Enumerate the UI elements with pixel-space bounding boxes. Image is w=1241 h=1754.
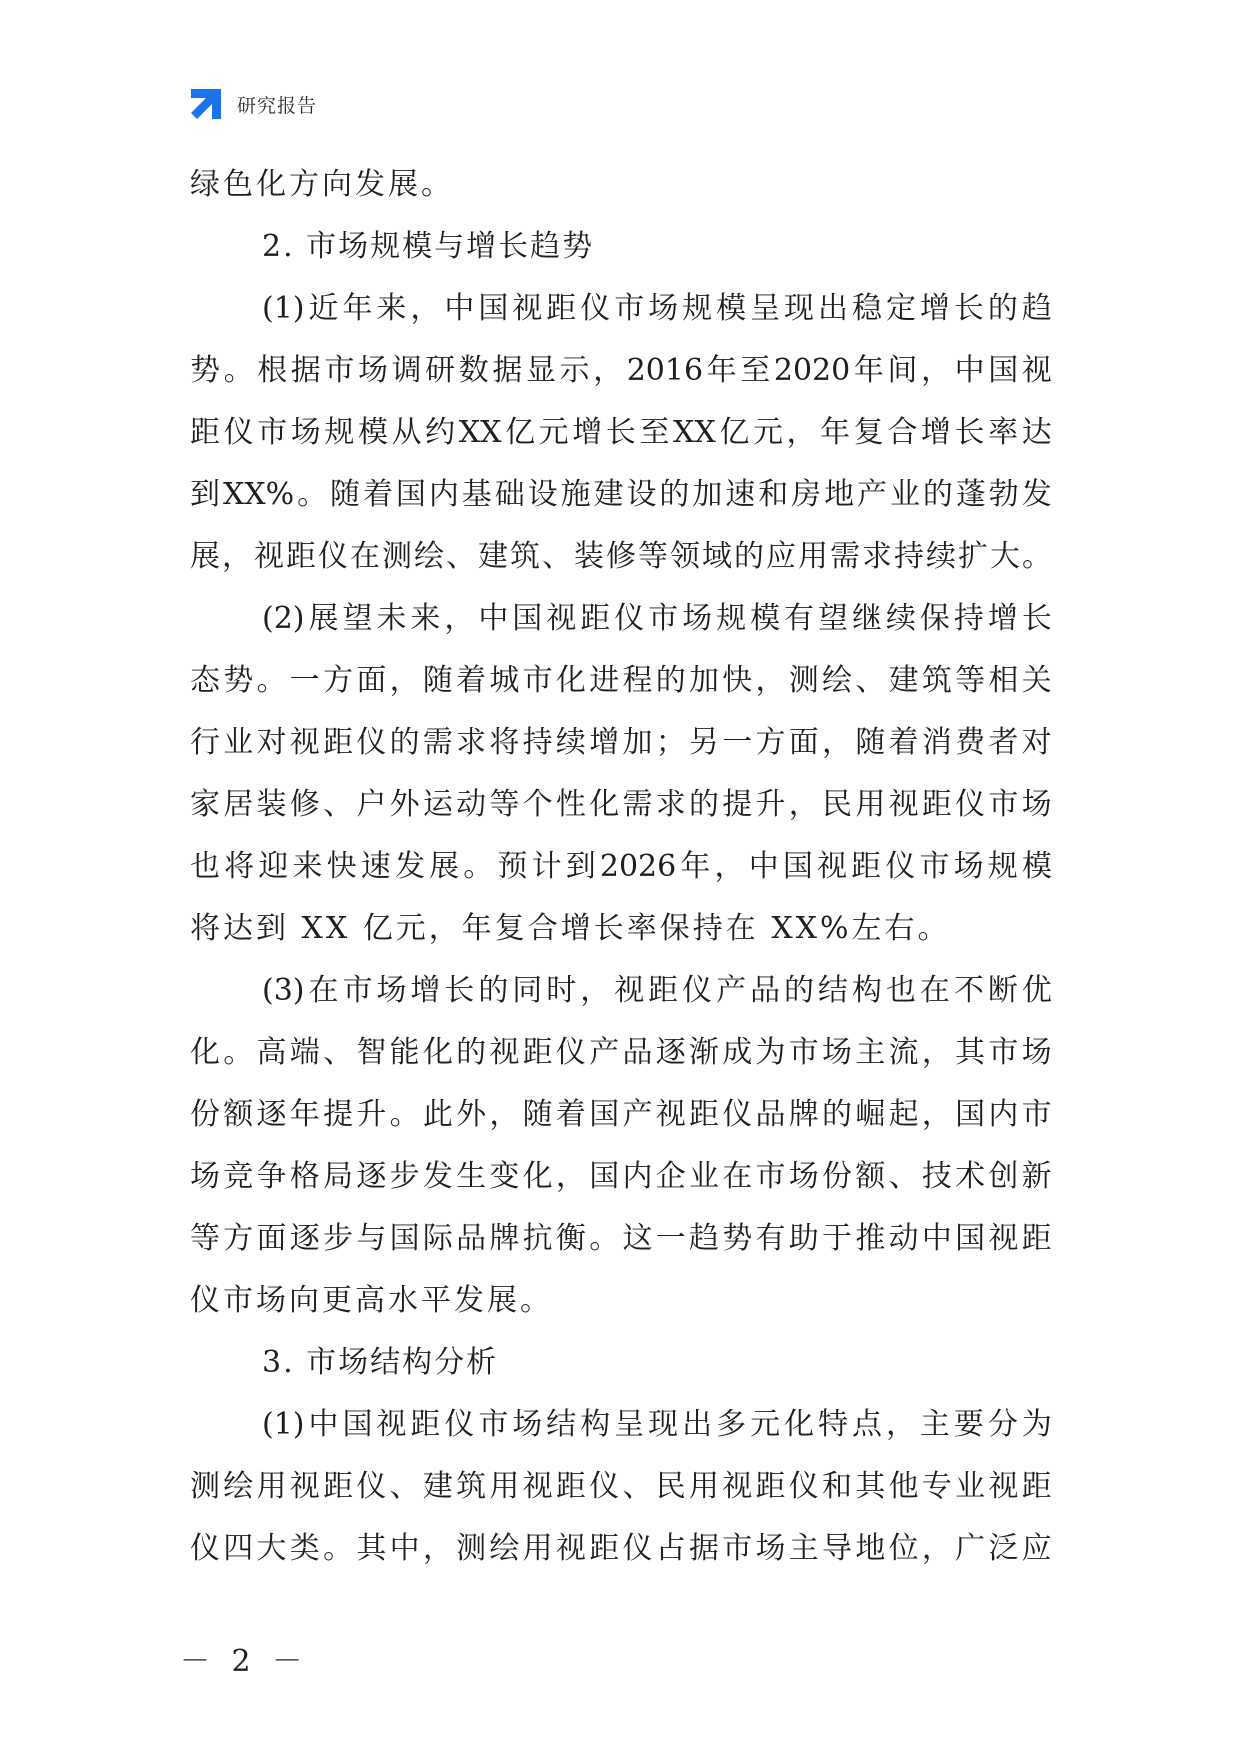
section-heading: 3. 市场结构分析: [262, 1345, 499, 1380]
text-line: 仪市场向更高水平发展。: [190, 1283, 553, 1318]
text-line: 绿色化方向发展。: [190, 167, 454, 202]
text-line: 份 额 逐 年 提 升 。 此 外 ， 随 着 国 产 视 距 仪 品 牌 的 崛 起 ， 国 内 市: [190, 1097, 1052, 1132]
text-line: 将达到 XX 亿元，年复合增长率保持在 XX%左右。: [190, 911, 951, 946]
text-line: 展 ， 视 距 仪 在 测 绘 、 建 筑 、 装 修 等 领 域 的 应 用 需 求 持 续 扩 大 。: [190, 539, 1052, 574]
text-line: 家 居 装 修 、 户 外 运 动 等 个 性 化 需 求 的 提 升 ， 民 用 视 距 仪 市 场: [190, 787, 1052, 822]
page-number: － 2 －: [180, 1644, 309, 1679]
header-title: 研究报告: [237, 94, 318, 117]
text-line: 测 绘 用 视 距 仪 、 建 筑 用 视 距 仪 、 民 用 视 距 仪 和 其 他 专 业 视 距: [190, 1469, 1052, 1504]
text-line: (1) 近 年 来 ， 中 国 视 距 仪 市 场 规 模 呈 现 出 稳 定 增 长 的 趋: [262, 291, 1052, 326]
text-line: 态 势 。 一 方 面 ， 随 着 城 市 化 进 程 的 加 快 ， 测 绘 、 建 筑 等 相 关: [190, 663, 1052, 698]
text-line: 仪 四 大 类 。 其 中 ， 测 绘 用 视 距 仪 占 据 市 场 主 导 地 位 ， 广 泛 应: [190, 1531, 1052, 1566]
text-line: (3) 在 市 场 增 长 的 同 时 ， 视 距 仪 产 品 的 结 构 也 在 不 断 优: [262, 973, 1052, 1008]
document-body: [190, 154, 1052, 1580]
report-header: [189, 86, 317, 122]
text-line: 也 将 迎 来 快 速 发 展 。 预 计 到 2026 年 ， 中 国 视 距 仪 市 场 规 模: [190, 849, 1052, 884]
text-line: 距 仪 市 场 规 模 从 约 XX 亿 元 增 长 至 XX 亿 元 ， 年 复 合 增 长 率 达: [190, 415, 1052, 450]
text-line: 等 方 面 逐 步 与 国 际 品 牌 抗 衡 。 这 一 趋 势 有 助 于 推 动 中 国 视 距: [190, 1221, 1052, 1256]
text-line: 场 竞 争 格 局 逐 步 发 生 变 化 ， 国 内 企 业 在 市 场 份 额 、 技 术 创 新: [190, 1159, 1052, 1194]
text-line: (2) 展 望 未 来 ， 中 国 视 距 仪 市 场 规 模 有 望 继 续 保 持 增 长: [262, 601, 1052, 636]
arrow-logo-icon: [189, 87, 223, 121]
text-line: (1) 中 国 视 距 仪 市 场 结 构 呈 现 出 多 元 化 特 点 ， 主 要 分 为: [262, 1407, 1052, 1442]
text-line: 势 。 根 据 市 场 调 研 数 据 显 示 ， 2016 年 至 2020 年 间 ， 中 国 视: [190, 353, 1052, 388]
text-line: 化 。 高 端 、 智 能 化 的 视 距 仪 产 品 逐 渐 成 为 市 场 主 流 ， 其 市 场: [190, 1035, 1052, 1070]
text-line: 行 业 对 视 距 仪 的 需 求 将 持 续 增 加 ； 另 一 方 面 ， 随 着 消 费 者 对: [190, 725, 1052, 760]
section-heading: 2. 市场规模与增长趋势: [262, 229, 595, 264]
text-line: 到 XX% 。 随 着 国 内 基 础 设 施 建 设 的 加 速 和 房 地 产 业 的 蓬 勃 发: [190, 477, 1052, 512]
